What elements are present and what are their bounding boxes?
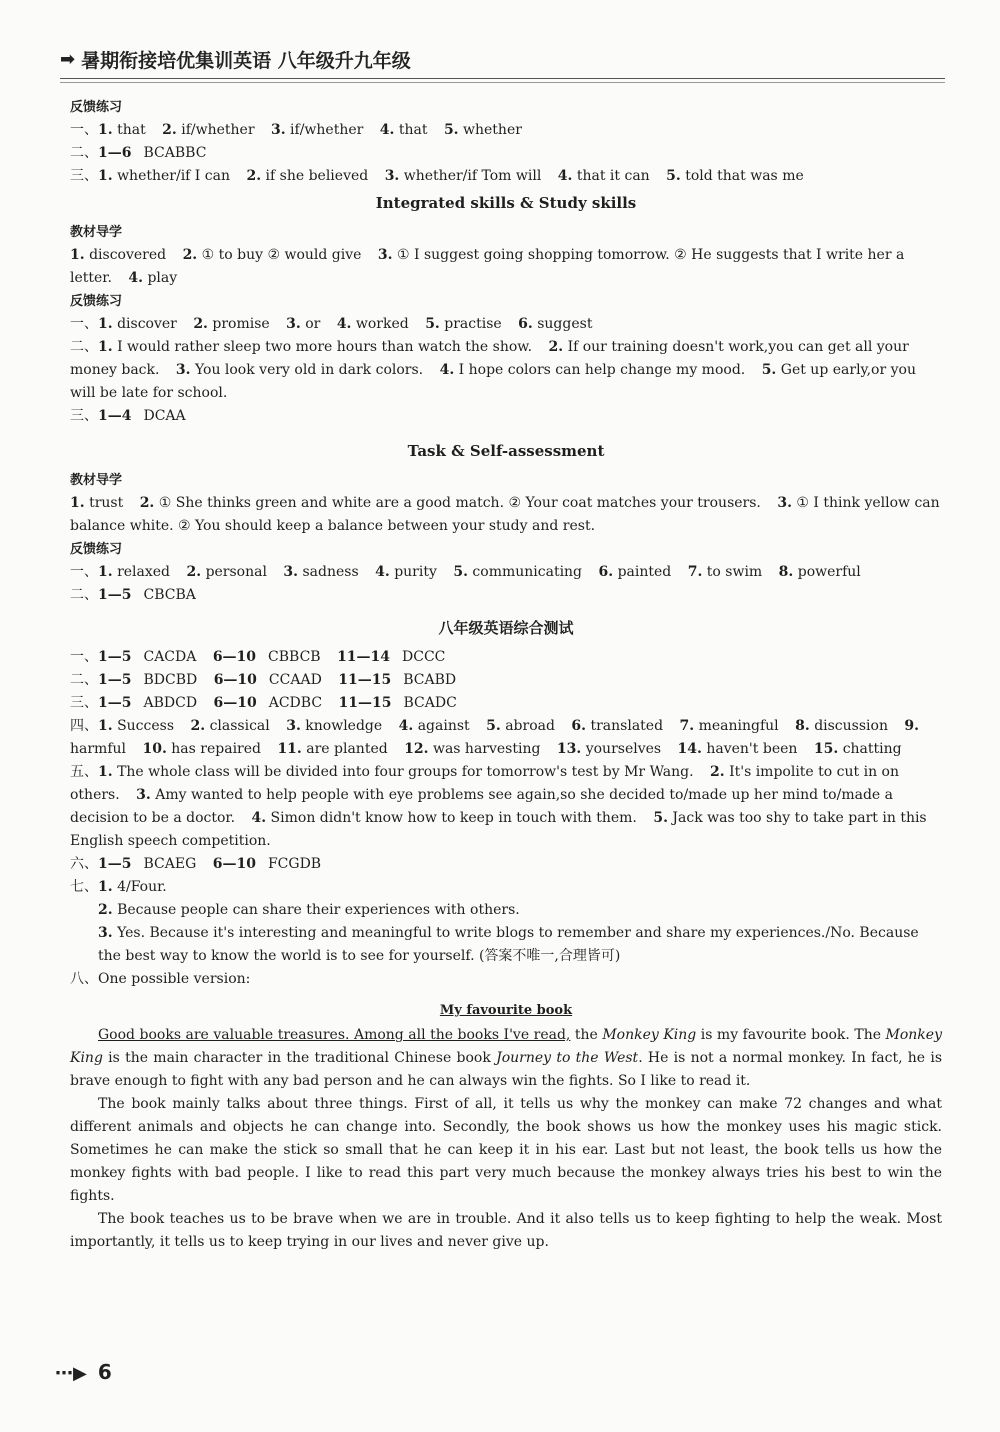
answer-content — [70, 96, 942, 1254]
section-title: Integrated skills & Study skills — [375, 194, 637, 212]
essay-paragraph: The book mainly talks about three things. First of all, it tells us why the monkey can make 72 changes and what different animals and objects he can change into. Secondly, the book shows us how the monkey uses his magic stick. Sometimes he can make the stick so small that he can keep it in his ear. Last but not least, the book tells us how the monkey fights with bad people. I like to read this part very much because the monkey always tries his best to win the fights. — [70, 1096, 942, 1204]
answer-line: 一、1. relaxed 2. personal 3. sadness 4. purity 5. communicating 6. painted 7. to swim 8. powerful — [70, 564, 861, 580]
section-label: 教材导学 — [70, 473, 123, 488]
answer-line: 一、1. that 2. if/whether 3. if/whether 4. that 5. whether — [70, 122, 522, 138]
answer-line: 1. trust 2. ① She thinks green and white are a good match. ② Your coat matches your trousers. 3. ① I think yellow can balance white. ② You should keep a balance between your study and rest. — [70, 495, 940, 534]
section-label: 反馈练习 — [70, 294, 123, 309]
essay-paragraph: The book teaches us to be brave when we are in trouble. And it also tells us to keep fighting to help the weak. Most importantly, it tells us to keep trying in our lives and never give up. — [70, 1211, 942, 1250]
essay-paragraph: Good books are valuable treasures. Among all the books I've read, the Monkey King is my favourite book. The Monkey King is the main character in the traditional Chinese book Journey to the West. He is not a normal monkey. In fact, he is brave enough to fight with any bad person and he can always win the fights. So I like to read it. — [70, 1027, 943, 1089]
answer-line: 五、1. The whole class will be divided into four groups for tomorrow's test by Mr Wang. 2. It's impolite to cut in on others. 3. Amy wanted to help people with eye problems see again,so she decided to/made up her mind to/made a decision to be a doctor. 4. Simon didn't know how to keep in touch with them. 5. Jack was too shy to take part in this English speech competition. — [70, 764, 927, 849]
header-title: 暑期衔接培优集训英语 八年级升九年级 — [81, 50, 411, 72]
answer-line: 三、1—4 DCAA — [70, 408, 186, 424]
answer-line: 2. Because people can share their experiences with others. — [98, 902, 520, 918]
answer-line: 二、1—6 BCABBC — [70, 145, 207, 161]
essay-title: My favourite book — [439, 1003, 573, 1018]
running-header — [60, 46, 945, 73]
section-title: Task & Self-assessment — [407, 442, 605, 460]
answer-line: 六、1—5 BCAEG 6—10 FCGDB — [70, 856, 322, 872]
play-arrow-icon: ⋯▶ — [55, 1363, 87, 1384]
page-footer — [55, 1360, 112, 1384]
answer-line: 三、1. whether/if I can 2. if she believed 3. whether/if Tom will 4. that it can 5. told that was me — [70, 168, 804, 184]
header-rule-thin — [60, 82, 945, 83]
answer-line: 一、1. discover 2. promise 3. or 4. worked 5. practise 6. suggest — [70, 316, 593, 332]
answer-line: 四、1. Success 2. classical 3. knowledge 4. against 5. abroad 6. translated 7. meaningful 8. discussion 9. harmful 10. has repaired 11. are planted 12. was harvesting 13. yourselves 14. haven't been 15. chatting — [70, 718, 920, 757]
answer-line: 1. discovered 2. ① to buy ② would give 3. ① I suggest going shopping tomorrow. ② He suggests that I write her a letter. 4. play — [70, 247, 905, 286]
arrow-right-icon: ➡ — [60, 49, 76, 70]
answer-line: 3. Yes. Because it's interesting and meaningful to write blogs to remember and share my experiences./No. Because the best way to know the world is to see for yourself. (答案不唯一,合理皆可) — [98, 925, 919, 964]
section-label: 反馈练习 — [70, 542, 123, 557]
section-title: 八年级英语综合测试 — [438, 619, 574, 637]
section-label: 教材导学 — [70, 225, 123, 240]
section-label: 反馈练习 — [70, 100, 123, 115]
answer-line: 二、1—5 CBCBA — [70, 587, 196, 603]
answer-line: 一、1—5 CACDA 6—10 CBBCB 11—14 DCCC — [70, 649, 446, 665]
answer-line: 二、1. I would rather sleep two more hours than watch the show. 2. If our training doesn't work,you can get all your money back. 3. You look very old in dark colors. 4. I hope colors can help change my mood. 5. Get up early,or you will be late for school. — [70, 339, 916, 401]
answer-line: 七、1. 4/Four. — [70, 879, 167, 895]
answer-line: 二、1—5 BDCBD 6—10 CCAAD 11—15 BCABD — [70, 672, 457, 688]
header-rule — [60, 78, 945, 79]
answer-line: 八、One possible version: — [70, 971, 251, 987]
page-number: 6 — [97, 1360, 112, 1384]
answer-line: 三、1—5 ABDCD 6—10 ACDBC 11—15 BCADC — [70, 695, 457, 711]
